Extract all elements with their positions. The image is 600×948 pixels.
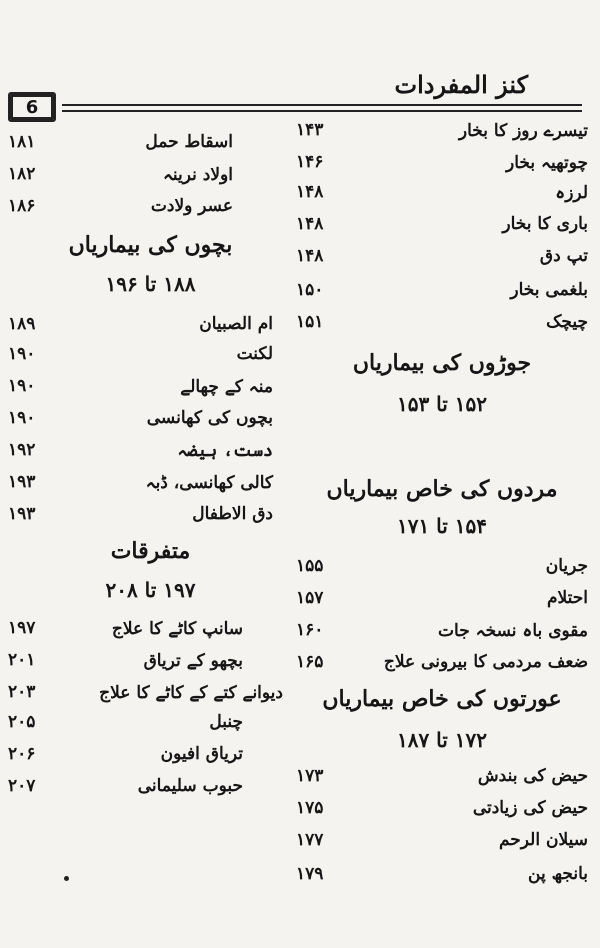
toc-entry: تریاق افیون ۲۰۶ xyxy=(8,744,243,764)
toc-entry: چوتھیہ بخار ۱۴۶ xyxy=(296,152,588,173)
toc-entry: دق الاطفال ۱۹۳ xyxy=(8,504,273,524)
section-heading-women: عورتوں کی خاص بیماریاں xyxy=(322,686,562,712)
toc-entry: کالی کھانسی، ڈبہ ۱۹۳ xyxy=(8,472,273,493)
section-range-joints: ۱۵۲ تا ۱۵۳ xyxy=(396,392,488,416)
section-range-children: ۱۸۸ تا ۱۹۶ xyxy=(105,272,196,296)
toc-entry: بچوں کی کھانسی ۱۹۰ xyxy=(8,408,273,428)
section-range-misc: ۱۹۷ تا ۲۰۸ xyxy=(105,578,196,602)
toc-entry: تیسرے روز کا بخار ۱۴۳ xyxy=(296,120,588,141)
page-number-box: 6 xyxy=(8,92,56,122)
section-heading-men: مردوں کی خاص بیماریاں xyxy=(326,476,558,502)
toc-entry: بلغمی بخار ۱۵۰ xyxy=(296,280,588,300)
toc-entry: چنبل ۲۰۵ xyxy=(8,712,243,732)
toc-entry: لرزہ ۱۴۸ xyxy=(296,182,588,203)
toc-entry: احتلام ۱۵۷ xyxy=(296,588,588,608)
section-heading-misc: متفرقات xyxy=(110,538,191,564)
toc-entry: مقوی باہ نسخہ جات ۱۶۰ xyxy=(296,620,588,641)
toc-entry: بچھو کے تریاق ۲۰۱ xyxy=(8,650,243,671)
toc-entry: دیوانے کتے کے کاٹے کا علاج ۲۰۳ xyxy=(8,682,283,703)
section-heading-joints: جوڑوں کی بیماریاں xyxy=(352,350,532,376)
header-rule-bottom xyxy=(62,110,582,112)
section-range-men: ۱۵۴ تا ۱۷۱ xyxy=(396,514,488,538)
toc-entry: سانپ کاٹے کا علاج ۱۹۷ xyxy=(8,618,243,639)
toc-entry: عسر ولادت ۱۸۶ xyxy=(8,196,233,216)
toc-entry: حیض کی بندش ۱۷۳ xyxy=(296,766,588,786)
toc-entry: تپ دق ۱۴۸ xyxy=(296,246,588,266)
toc-entry: اولاد نرینہ ۱۸۲ xyxy=(8,164,233,185)
toc-entry: سیلان الرحم ۱۷۷ xyxy=(296,830,588,850)
toc-entry: اسقاط حمل ۱۸۱ xyxy=(8,132,233,152)
toc-entry: حبوب سلیمانی ۲۰۷ xyxy=(8,776,243,796)
toc-entry: جریان ۱۵۵ xyxy=(296,556,588,576)
section-range-women: ۱۷۲ تا ۱۸۷ xyxy=(396,728,488,752)
header-rule-top xyxy=(62,104,582,106)
toc-entry: لکنت ۱۹۰ xyxy=(8,344,273,364)
toc-entry: بانجھ پن ۱۷۹ xyxy=(296,864,588,884)
book-title: کنز المفردات xyxy=(394,70,528,99)
toc-entry: ضعف مردمی کا بیرونی علاج ۱۶۵ xyxy=(296,652,588,672)
toc-entry: دست، ہیضہ ۱۹۲ xyxy=(8,440,273,461)
ink-dot xyxy=(64,876,69,881)
toc-entry: ام الصبیان ۱۸۹ xyxy=(8,314,273,334)
toc-entry: منہ کے چھالے ۱۹۰ xyxy=(8,376,273,397)
section-heading-children: بچوں کی بیماریاں xyxy=(68,232,233,258)
toc-entry: چیچک ۱۵۱ xyxy=(296,312,588,332)
toc-entry: حیض کی زیادتی ۱۷۵ xyxy=(296,798,588,818)
toc-entry: باری کا بخار ۱۴۸ xyxy=(296,214,588,234)
